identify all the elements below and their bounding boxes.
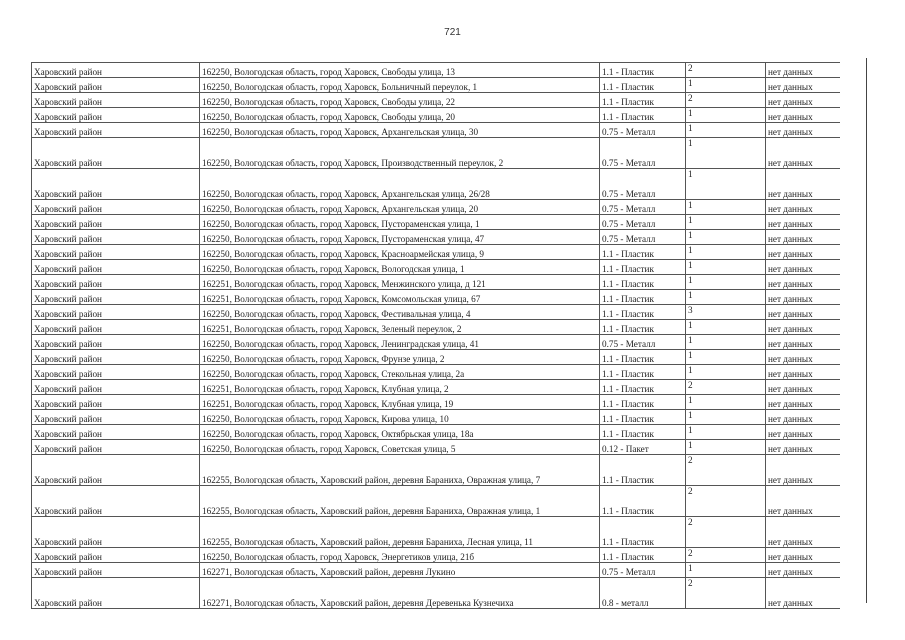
table-row [32, 260, 840, 275]
table-row [32, 215, 840, 230]
container-count-cell: 1 [686, 365, 766, 380]
right-margin-rule [866, 58, 867, 603]
status-cell: нет данных [766, 440, 840, 455]
status-cell: нет данных [766, 169, 840, 200]
status-cell: нет данных [766, 245, 840, 260]
container-type-cell: 0.75 - Металл [600, 123, 686, 138]
table-row [32, 200, 840, 215]
container-count-cell: 1 [686, 138, 766, 169]
status-cell: нет данных [766, 486, 840, 517]
container-count-cell: 1 [686, 350, 766, 365]
status-cell: нет данных [766, 215, 840, 230]
container-type-cell: 0.75 - Металл [600, 335, 686, 350]
container-count-cell: 1 [686, 395, 766, 410]
table-row [32, 395, 840, 410]
district-cell: Харовский район [32, 123, 200, 138]
container-type-cell: 1.1 - Пластик [600, 290, 686, 305]
status-cell: нет данных [766, 548, 840, 563]
container-count-cell: 1 [686, 245, 766, 260]
address-cell: 162250, Вологодская область, город Харовск, Производственный переулок, 2 [200, 138, 600, 169]
status-cell: нет данных [766, 395, 840, 410]
status-cell: нет данных [766, 290, 840, 305]
container-count-cell: 1 [686, 290, 766, 305]
container-count-cell: 2 [686, 548, 766, 563]
page-number: 721 [444, 27, 461, 38]
district-cell: Харовский район [32, 410, 200, 425]
address-cell: 162255, Вологодская область, Харовский район, деревня Бараниха, Овражная улица, 7 [200, 455, 600, 486]
status-cell: нет данных [766, 365, 840, 380]
status-cell: нет данных [766, 108, 840, 123]
container-type-cell: 1.1 - Пластик [600, 425, 686, 440]
container-type-cell: 1.1 - Пластик [600, 548, 686, 563]
district-cell: Харовский район [32, 108, 200, 123]
table-row [32, 563, 840, 578]
container-count-cell: 1 [686, 169, 766, 200]
district-cell: Харовский район [32, 305, 200, 320]
table-row [32, 290, 840, 305]
address-cell: 162250, Вологодская область, город Харовск, Пустораменская улица, 1 [200, 215, 600, 230]
container-count-cell: 2 [686, 578, 766, 609]
container-count-cell: 1 [686, 215, 766, 230]
address-cell: 162250, Вологодская область, город Харовск, Свободы улица, 13 [200, 63, 600, 78]
table-row [32, 78, 840, 93]
address-cell: 162250, Вологодская область, город Харовск, Фестивальная улица, 4 [200, 305, 600, 320]
container-type-cell: 1.1 - Пластик [600, 260, 686, 275]
status-cell: нет данных [766, 335, 840, 350]
container-type-cell: 1.1 - Пластик [600, 395, 686, 410]
table-row [32, 350, 840, 365]
table-row [32, 63, 840, 78]
table-row [32, 486, 840, 517]
status-cell: нет данных [766, 455, 840, 486]
container-count-cell: 2 [686, 380, 766, 395]
container-count-cell: 1 [686, 275, 766, 290]
container-type-cell: 0.75 - Металл [600, 230, 686, 245]
container-type-cell: 1.1 - Пластик [600, 305, 686, 320]
container-type-cell: 1.1 - Пластик [600, 63, 686, 78]
district-cell: Харовский район [32, 138, 200, 169]
address-cell: 162250, Вологодская область, город Харовск, Октябрьская улица, 18а [200, 425, 600, 440]
address-cell: 162251, Вологодская область, город Харовск, Комсомольская улица, 67 [200, 290, 600, 305]
status-cell: нет данных [766, 93, 840, 108]
address-cell: 162251, Вологодская область, город Харовск, Клубная улица, 2 [200, 380, 600, 395]
container-count-cell: 1 [686, 320, 766, 335]
table-row [32, 245, 840, 260]
container-type-cell: 1.1 - Пластик [600, 78, 686, 93]
table-row [32, 138, 840, 169]
container-count-cell: 1 [686, 230, 766, 245]
address-cell: 162271, Вологодская область, Харовский район, деревня Лукино [200, 563, 600, 578]
container-count-cell: 1 [686, 78, 766, 93]
address-cell: 162255, Вологодская область, Харовский район, деревня Бараниха, Овражная улица, 1 [200, 486, 600, 517]
table-row [32, 425, 840, 440]
container-sites-table [31, 62, 840, 609]
status-cell: нет данных [766, 320, 840, 335]
container-type-cell: 0.75 - Металл [600, 138, 686, 169]
address-cell: 162250, Вологодская область, город Харовск, Пустораменская улица, 47 [200, 230, 600, 245]
address-cell: 162250, Вологодская область, город Харовск, Советская улица, 5 [200, 440, 600, 455]
table-row [32, 123, 840, 138]
container-type-cell: 0.75 - Металл [600, 215, 686, 230]
table-row [32, 169, 840, 200]
district-cell: Харовский район [32, 365, 200, 380]
container-count-cell: 1 [686, 410, 766, 425]
district-cell: Харовский район [32, 455, 200, 486]
address-cell: 162251, Вологодская область, город Харовск, Клубная улица, 19 [200, 395, 600, 410]
container-type-cell: 1.1 - Пластик [600, 350, 686, 365]
container-type-cell: 1.1 - Пластик [600, 455, 686, 486]
address-cell: 162250, Вологодская область, город Харовск, Фрунзе улица, 2 [200, 350, 600, 365]
status-cell: нет данных [766, 517, 840, 548]
table-row [32, 108, 840, 123]
district-cell: Харовский район [32, 440, 200, 455]
address-cell: 162271, Вологодская область, Харовский район, деревня Деревенька Кузнечиха [200, 578, 600, 609]
status-cell: нет данных [766, 578, 840, 609]
container-type-cell: 1.1 - Пластик [600, 245, 686, 260]
district-cell: Харовский район [32, 63, 200, 78]
address-cell: 162250, Вологодская область, город Харовск, Кирова улица, 10 [200, 410, 600, 425]
table-row [32, 380, 840, 395]
district-cell: Харовский район [32, 517, 200, 548]
district-cell: Харовский район [32, 215, 200, 230]
container-type-cell: 0.8 - металл [600, 578, 686, 609]
container-count-cell: 2 [686, 486, 766, 517]
table-row [32, 578, 840, 609]
status-cell: нет данных [766, 138, 840, 169]
status-cell: нет данных [766, 350, 840, 365]
status-cell: нет данных [766, 230, 840, 245]
table-body [32, 63, 840, 609]
container-count-cell: 2 [686, 517, 766, 548]
district-cell: Харовский район [32, 563, 200, 578]
status-cell: нет данных [766, 380, 840, 395]
container-count-cell: 1 [686, 563, 766, 578]
status-cell: нет данных [766, 260, 840, 275]
district-cell: Харовский район [32, 93, 200, 108]
table-row [32, 305, 840, 320]
address-cell: 162250, Вологодская область, город Харовск, Архангельская улица, 30 [200, 123, 600, 138]
container-type-cell: 1.1 - Пластик [600, 320, 686, 335]
container-count-cell: 1 [686, 200, 766, 215]
status-cell: нет данных [766, 123, 840, 138]
table-row [32, 320, 840, 335]
container-type-cell: 1.1 - Пластик [600, 380, 686, 395]
address-cell: 162250, Вологодская область, город Харовск, Вологодская улица, 1 [200, 260, 600, 275]
district-cell: Харовский район [32, 548, 200, 563]
address-cell: 162255, Вологодская область, Харовский район, деревня Бараниха, Лесная улица, 11 [200, 517, 600, 548]
table-row [32, 335, 840, 350]
district-cell: Харовский район [32, 320, 200, 335]
district-cell: Харовский район [32, 275, 200, 290]
district-cell: Харовский район [32, 169, 200, 200]
container-count-cell: 1 [686, 440, 766, 455]
district-cell: Харовский район [32, 578, 200, 609]
address-cell: 162251, Вологодская область, город Харовск, Менжинского улица, д 121 [200, 275, 600, 290]
address-cell: 162250, Вологодская область, город Харовск, Свободы улица, 20 [200, 108, 600, 123]
table-row [32, 365, 840, 380]
status-cell: нет данных [766, 410, 840, 425]
container-count-cell: 1 [686, 425, 766, 440]
address-cell: 162250, Вологодская область, город Харовск, Архангельская улица, 26/28 [200, 169, 600, 200]
container-count-cell: 2 [686, 63, 766, 78]
container-type-cell: 0.12 - Пакет [600, 440, 686, 455]
container-count-cell: 1 [686, 123, 766, 138]
container-type-cell: 0.75 - Металл [600, 200, 686, 215]
container-count-cell: 1 [686, 260, 766, 275]
table-row [32, 275, 840, 290]
status-cell: нет данных [766, 305, 840, 320]
status-cell: нет данных [766, 425, 840, 440]
table-row [32, 230, 840, 245]
address-cell: 162250, Вологодская область, город Харовск, Ленинградская улица, 41 [200, 335, 600, 350]
container-type-cell: 1.1 - Пластик [600, 275, 686, 290]
container-type-cell: 1.1 - Пластик [600, 365, 686, 380]
container-count-cell: 3 [686, 305, 766, 320]
district-cell: Харовский район [32, 230, 200, 245]
table-row [32, 410, 840, 425]
district-cell: Харовский район [32, 260, 200, 275]
district-cell: Харовский район [32, 486, 200, 517]
status-cell: нет данных [766, 275, 840, 290]
table-row [32, 548, 840, 563]
address-cell: 162250, Вологодская область, город Харовск, Стекольная улица, 2а [200, 365, 600, 380]
address-cell: 162250, Вологодская область, город Харовск, Свободы улица, 22 [200, 93, 600, 108]
address-cell: 162251, Вологодская область, город Харовск, Зеленый переулок, 2 [200, 320, 600, 335]
container-type-cell: 1.1 - Пластик [600, 93, 686, 108]
district-cell: Харовский район [32, 245, 200, 260]
address-cell: 162250, Вологодская область, город Харовск, Энергетиков улица, 21б [200, 548, 600, 563]
address-cell: 162250, Вологодская область, город Харовск, Архангельская улица, 20 [200, 200, 600, 215]
district-cell: Харовский район [32, 78, 200, 93]
container-type-cell: 1.1 - Пластик [600, 108, 686, 123]
table-row [32, 440, 840, 455]
table-row [32, 455, 840, 486]
status-cell: нет данных [766, 563, 840, 578]
status-cell: нет данных [766, 200, 840, 215]
district-cell: Харовский район [32, 395, 200, 410]
container-type-cell: 1.1 - Пластик [600, 410, 686, 425]
container-type-cell: 0.75 - Металл [600, 169, 686, 200]
container-count-cell: 1 [686, 108, 766, 123]
container-count-cell: 2 [686, 455, 766, 486]
table-row [32, 517, 840, 548]
container-type-cell: 1.1 - Пластик [600, 517, 686, 548]
address-cell: 162250, Вологодская область, город Харовск, Красноармейская улица, 9 [200, 245, 600, 260]
table-row [32, 93, 840, 108]
district-cell: Харовский район [32, 425, 200, 440]
status-cell: нет данных [766, 63, 840, 78]
address-cell: 162250, Вологодская область, город Харовск, Больничный переулок, 1 [200, 78, 600, 93]
district-cell: Харовский район [32, 290, 200, 305]
district-cell: Харовский район [32, 350, 200, 365]
container-count-cell: 2 [686, 93, 766, 108]
district-cell: Харовский район [32, 200, 200, 215]
district-cell: Харовский район [32, 335, 200, 350]
container-count-cell: 1 [686, 335, 766, 350]
container-type-cell: 1.1 - Пластик [600, 486, 686, 517]
district-cell: Харовский район [32, 380, 200, 395]
status-cell: нет данных [766, 78, 840, 93]
container-type-cell: 0.75 - Металл [600, 563, 686, 578]
